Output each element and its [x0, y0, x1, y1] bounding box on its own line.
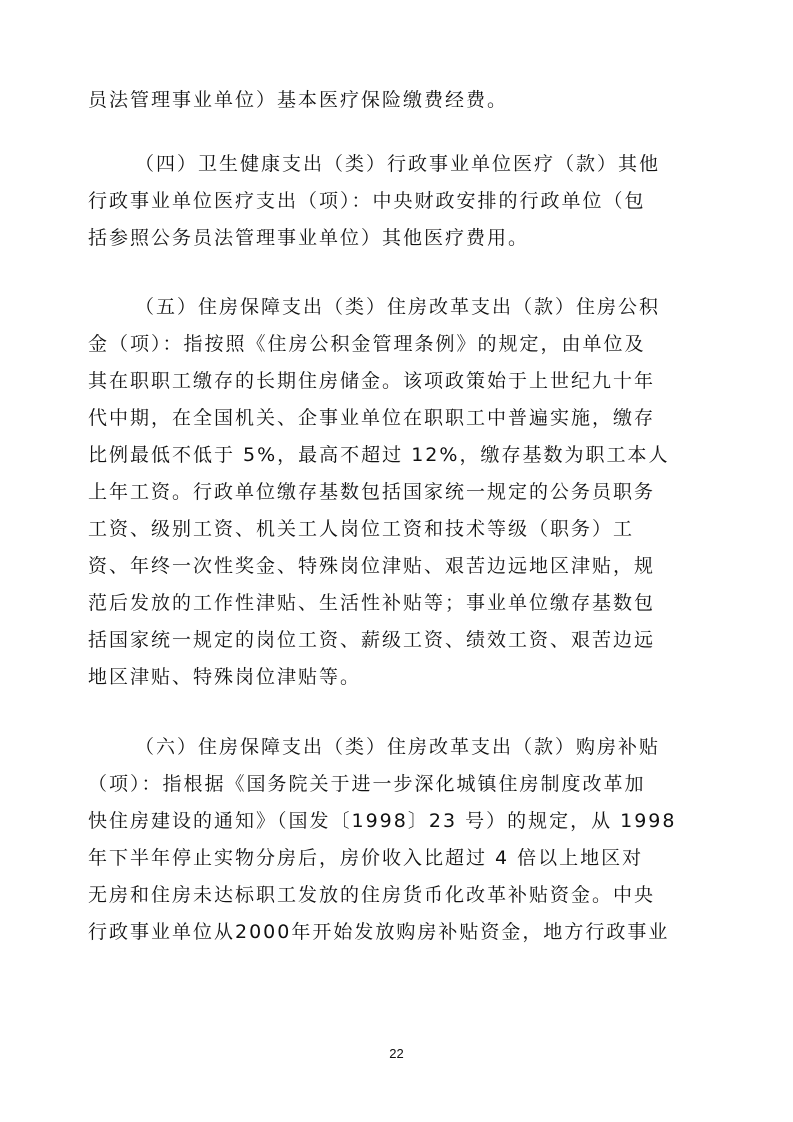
text-line: 括国家统一规定的岗位工资、薪级工资、绩效工资、艰苦边远 [88, 629, 656, 651]
text-line: 快住房建设的通知》（国发〔1998〕23 号）的规定，从 1998 [88, 810, 677, 832]
text-line: 工资、级别工资、机关工人岗位工资和技术等级（职务）工 [88, 518, 635, 540]
text-line: 上年工资。行政单位缴存基数包括国家统一规定的公务员职务 [88, 481, 656, 503]
text-line: 范后发放的工作性津贴、生活性补贴等；事业单位缴存基数包 [88, 592, 656, 614]
text-line: 资、年终一次性奖金、特殊岗位津贴、艰苦边远地区津贴，规 [88, 555, 656, 577]
text-line: 括参照公务员法管理事业单位）其他医疗费用。 [88, 227, 530, 249]
text-line: 行政事业单位从2000年开始发放购房补贴资金，地方行政事业 [88, 921, 670, 943]
text-line: 员法管理事业单位）基本医疗保险缴费经费。 [88, 89, 509, 111]
text-line: 其在职职工缴存的长期住房储金。该项政策始于上世纪九十年 [88, 370, 656, 392]
paragraph-heading-line: （四）卫生健康支出（类）行政事业单位医疗（款）其他 [135, 153, 661, 175]
text-line: 代中期，在全国机关、企事业单位在职职工中普遍实施，缴存 [88, 407, 656, 429]
paragraph-heading-line: （六）住房保障支出（类）住房改革支出（款）购房补贴 [135, 736, 661, 758]
text-line: 比例最低不低于 5%，最高不超过 12%，缴存基数为职工本人 [88, 444, 670, 466]
text-line: 金（项）：指按照《住房公积金管理条例》的规定，由单位及 [88, 333, 646, 355]
text-line: 年下半年停止实物分房后，房价收入比超过 4 倍以上地区对 [88, 847, 644, 869]
text-line: 无房和住房未达标职工发放的住房货币化改革补贴资金。中央 [88, 884, 656, 906]
paragraph-heading-line: （五）住房保障支出（类）住房改革支出（款）住房公积 [135, 296, 661, 318]
text-line: （项）：指根据《国务院关于进一步深化城镇住房制度改革加 [88, 773, 646, 795]
text-line: 行政事业单位医疗支出（项）：中央财政安排的行政单位（包 [88, 190, 646, 212]
page-number: 22 [389, 1046, 404, 1061]
text-line: 地区津贴、特殊岗位津贴等。 [88, 666, 362, 688]
